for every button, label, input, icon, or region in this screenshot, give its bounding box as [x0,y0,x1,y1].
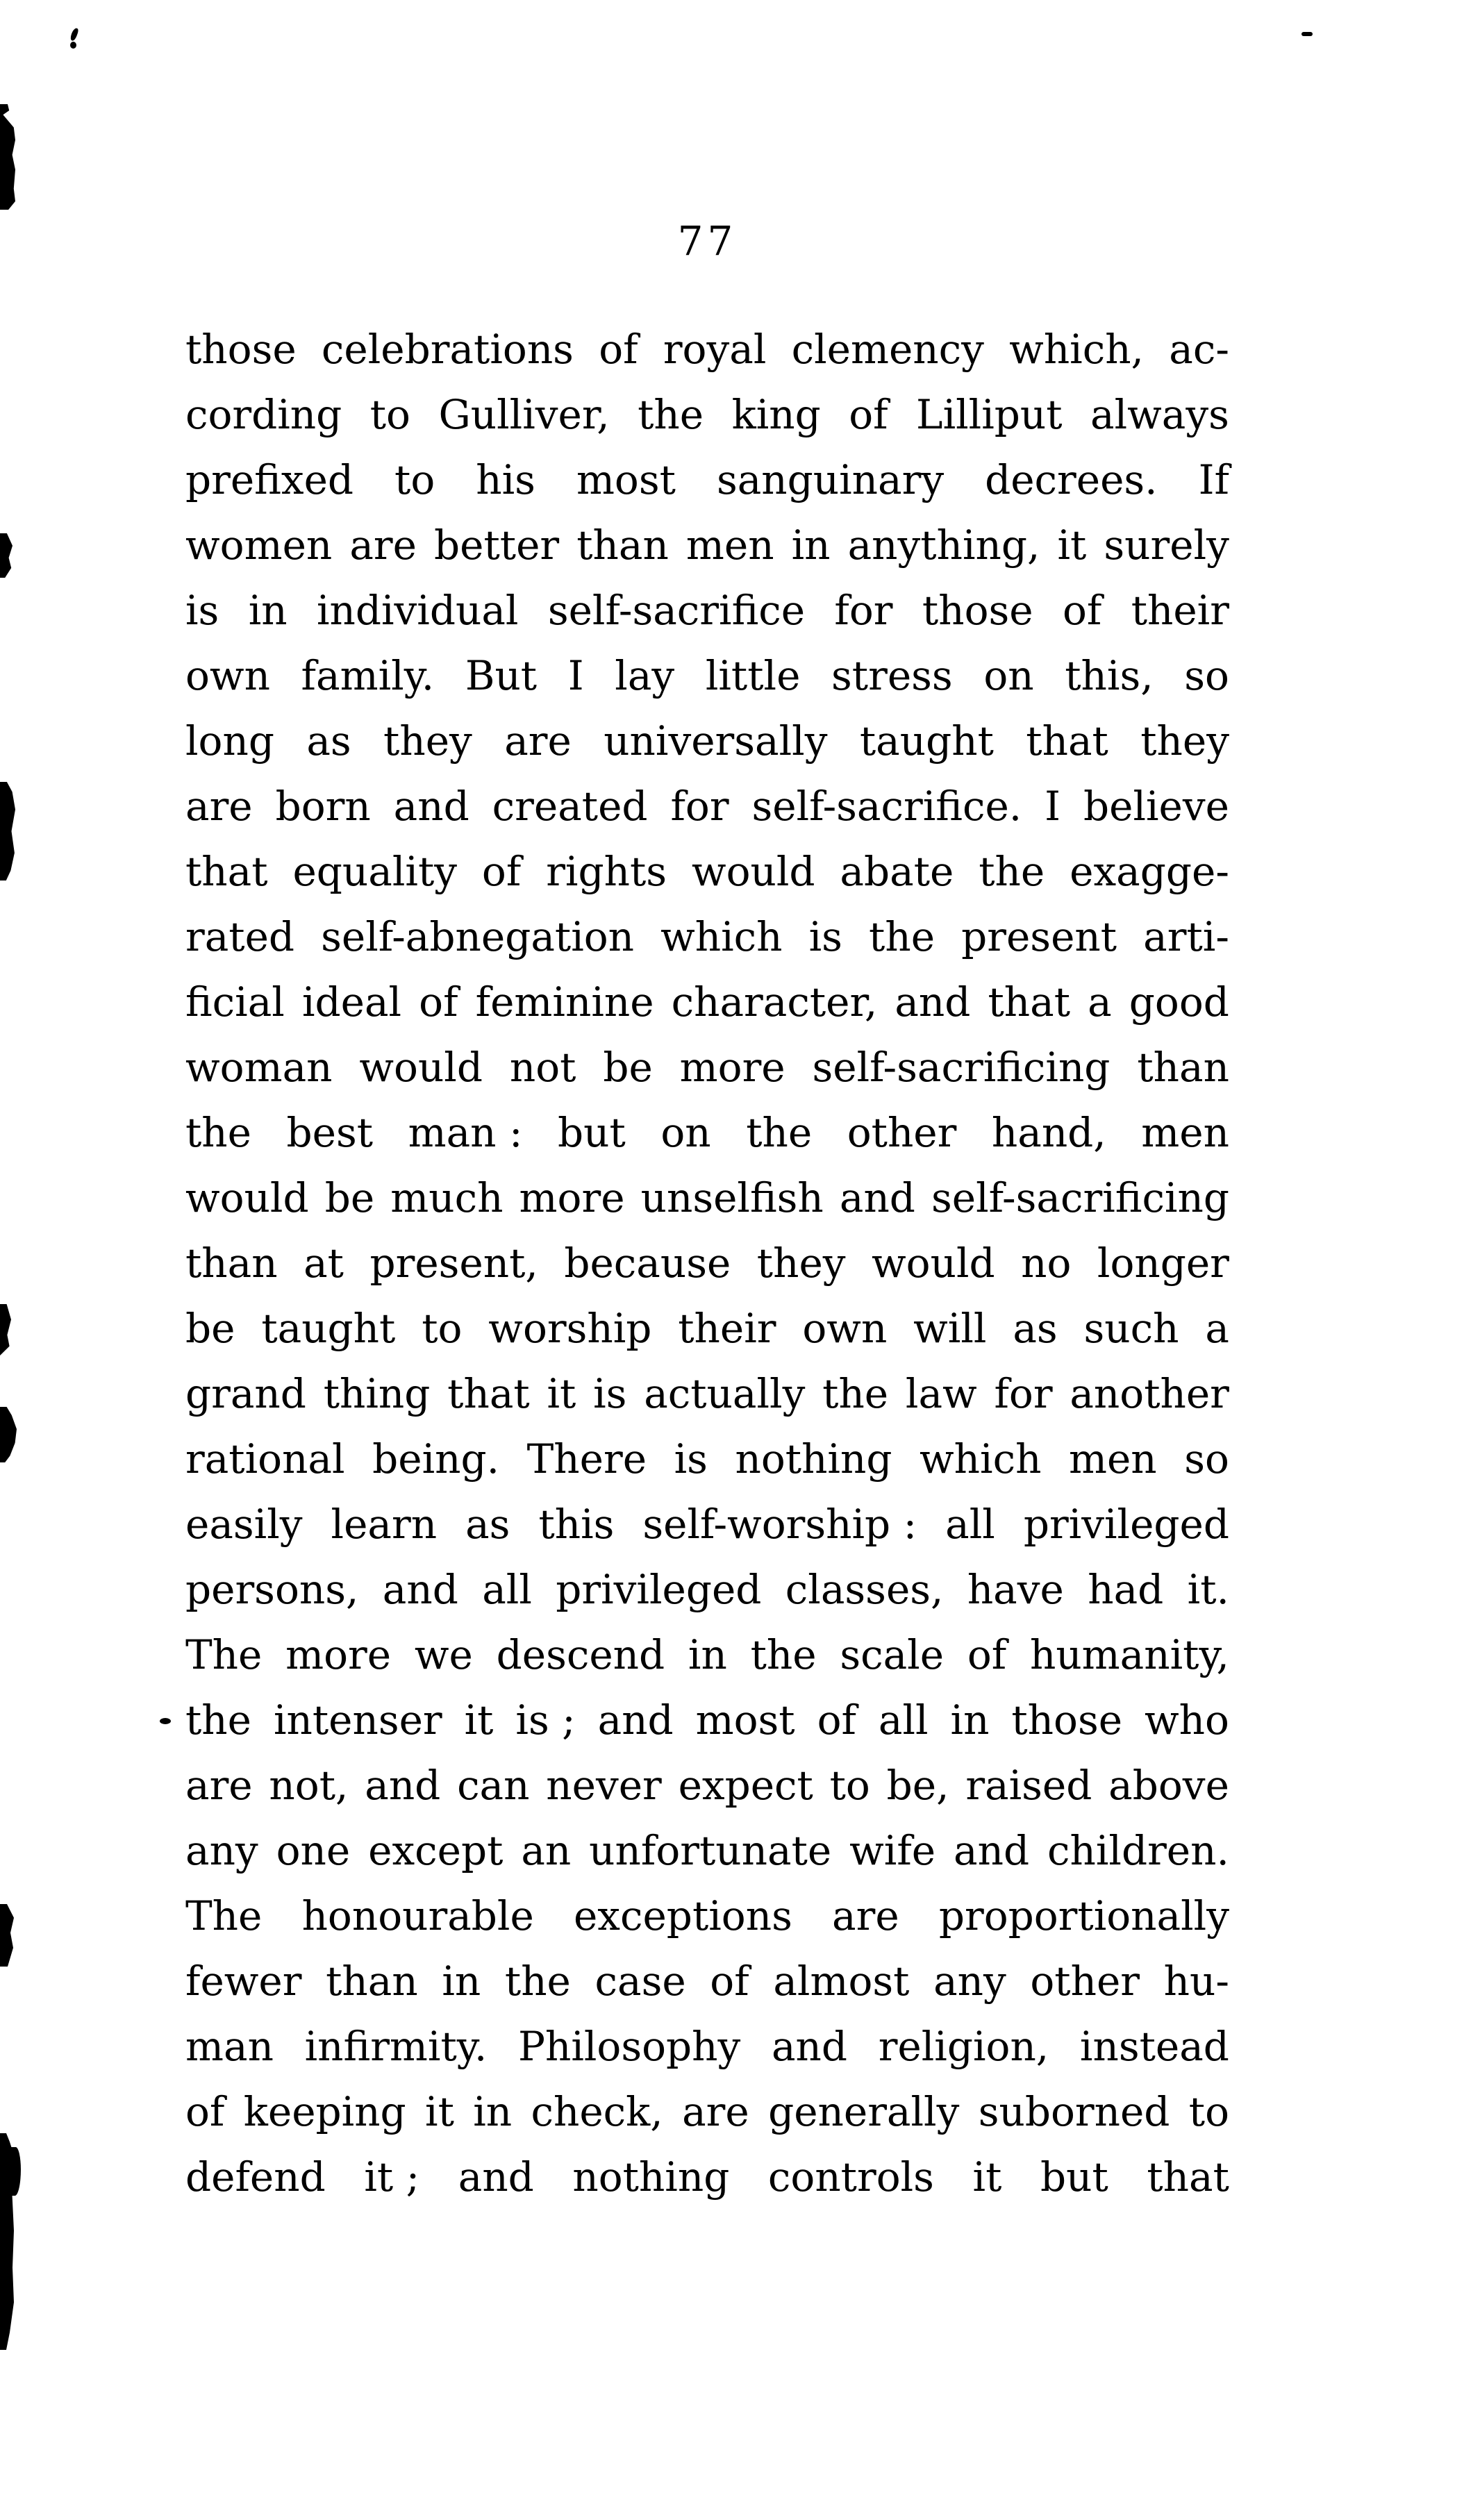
text-line: grand thing that it is actually the law for another [185,1370,1229,1417]
binding-ink-blob [0,1407,17,1462]
ink-speck [69,27,79,42]
text-line: ficial ideal of feminine character, and that a good [185,978,1229,1026]
binding-ink-blob [0,533,13,578]
text-line: be taught to worship their own will as such a [185,1305,1229,1352]
binding-ink-blob [0,1304,11,1355]
text-line: fewer than in the case of almost any other hu- [185,1958,1229,2005]
ink-dot [160,1718,171,1724]
text-line: long as they are universally taught that they [185,717,1229,765]
text-line: easily learn as this self-worship : all privileged [185,1501,1229,1548]
binding-ink-blob [0,782,15,881]
text-line: own family. But I lay little stress on this, so [185,652,1229,699]
binding-ink-blob [0,1904,14,1967]
text-line: rational being. There is nothing which men so [185,1435,1229,1483]
text-line: man infirmity. Philosophy and religion, instead [185,2023,1229,2070]
text-line: defend it ; and nothing controls it but that [185,2153,1229,2201]
text-line: are born and created for self-sacrifice. I believe [185,783,1229,830]
text-line: any one except an unfortunate wife and children. [185,1827,1229,1874]
text-line: than at present, because they would no longer [185,1240,1229,1287]
text-block [185,317,1229,2210]
text-line: rated self-abnegation which is the present arti- [185,913,1229,960]
page-number: 77 [677,217,738,265]
text-line: the best man : but on the other hand, men [185,1109,1229,1156]
text-line: of keeping it in check, are generally suborned to [185,2088,1229,2135]
text-line: woman would not be more self-sacrificing than [185,1044,1229,1091]
text-line: are not, and can never expect to be, raised above [185,1762,1229,1809]
text-line: that equality of rights would abate the exagge- [185,848,1229,895]
text-line: The more we descend in the scale of humanity, [185,1631,1229,1678]
text-line: is in individual self-sacrifice for those of their [185,587,1229,634]
text-line: prefixed to his most sanguinary decrees. If [185,456,1229,503]
text-line: would be much more unselfish and self-sacrificing [185,1174,1229,1221]
ink-speck [70,42,76,49]
text-line: cording to Gulliver, the king of Lilliput always [185,391,1229,438]
ink-dash [1301,32,1313,36]
text-line: women are better than men in anything, it surely [185,521,1229,569]
text-line: those celebrations of royal clemency which, ac- [185,326,1229,373]
text-line: The honourable exceptions are proportionally [185,1892,1229,1939]
text-line: persons, and all privileged classes, have had it. [185,1566,1229,1613]
binding-ink-blob [0,104,15,210]
binding-ink-blob [10,2147,21,2196]
text-line: the intenser it is ; and most of all in those who [185,1696,1229,1744]
